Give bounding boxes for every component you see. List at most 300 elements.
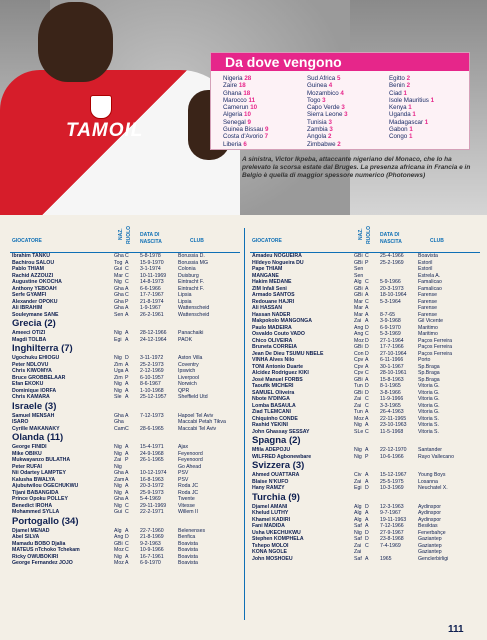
player-nat: Gha xyxy=(114,419,124,425)
player-name: Chico OLIVEIRA xyxy=(252,337,293,344)
player-name: Serfe GYAMFI xyxy=(12,292,47,298)
player-club: Duisburg xyxy=(178,272,199,279)
player-role: A xyxy=(125,311,129,318)
player-club: Farense xyxy=(418,311,438,318)
header-club: CLUB xyxy=(430,238,444,244)
player-nat: Saf xyxy=(354,536,362,542)
player-dob: 5-9-1966 xyxy=(380,279,401,285)
player-dob: 8-1-1965 xyxy=(380,383,401,389)
player-dob: 27-10-1964 xyxy=(380,350,407,357)
origin-country: Ghana xyxy=(223,89,242,97)
player-club: Gaziantep xyxy=(418,536,442,542)
jersey-sponsor: TAMOIL xyxy=(66,120,144,141)
player-name: Peter RUFAI xyxy=(12,463,42,470)
player-nat: Mar xyxy=(354,311,363,318)
player-club: Maccabi Petah Tikva xyxy=(178,419,226,425)
player-nat: Nig xyxy=(114,355,122,361)
origin-item xyxy=(307,111,348,118)
player-role: C xyxy=(125,502,129,509)
player-name: Chris KIWOMYA xyxy=(12,368,52,374)
player-club: Vitesse xyxy=(178,502,195,509)
player-dob: 20-3-1973 xyxy=(380,285,404,292)
player-club: Famalicao xyxy=(418,285,442,292)
player-role: A xyxy=(125,305,129,311)
player-name: Tshepo MOLOI xyxy=(252,542,289,549)
player-dob: 11-9-1966 xyxy=(380,396,404,402)
column-divider xyxy=(244,228,245,620)
player-name: Cyrille MAKANAKY xyxy=(12,425,60,432)
origin-count: 18 xyxy=(238,82,246,90)
player-club: Maritimo xyxy=(418,331,438,337)
player-name: Benedict IROHA xyxy=(12,502,53,509)
player-club: PSV xyxy=(178,476,189,483)
player-role: A xyxy=(365,422,369,428)
player-name: Augustine OKOCHA xyxy=(12,279,62,285)
player-role: C xyxy=(125,279,129,285)
origin-item xyxy=(307,82,348,89)
origin-count: 1 xyxy=(409,126,413,134)
player-nat: Ang xyxy=(354,331,364,337)
player-dob: 15-9-1970 xyxy=(140,259,164,266)
player-name: Ajubutwilou OGECHUKWU xyxy=(12,483,79,489)
player-nat: Mar xyxy=(354,305,363,311)
origin-item xyxy=(223,104,268,111)
player-club: Eintracht F. xyxy=(178,285,204,292)
player-nat: Gha xyxy=(114,298,124,305)
origin-country: Mozambico xyxy=(307,89,339,97)
player-club: Sp.Braga xyxy=(418,363,440,370)
origin-country: Camerun xyxy=(223,104,249,112)
origin-item xyxy=(389,104,434,111)
player-dob: 6-6-1966 xyxy=(140,285,161,292)
player-dob: 19-11-1963 xyxy=(380,516,407,523)
player-nat: Cpv xyxy=(354,363,364,370)
player-dob: 30-1-1967 xyxy=(380,363,404,370)
player-role: C xyxy=(125,253,129,259)
player-name: Rashid YEKINI xyxy=(252,422,288,428)
player-role: A xyxy=(365,523,369,529)
player-name: Ibrahim TANKU xyxy=(12,253,50,259)
player-role: C xyxy=(125,425,129,432)
player-role: P xyxy=(125,374,129,381)
origin-column-1 xyxy=(223,75,268,148)
player-club: Young Boys xyxy=(418,472,446,478)
player-dob: 22-11-1965 xyxy=(380,415,407,422)
player-nat: Moz xyxy=(354,337,364,344)
player-dob: 15-4-1971 xyxy=(140,444,164,450)
player-role: D xyxy=(365,383,369,389)
player-dob: 27-9-1967 xyxy=(380,529,404,536)
player-name: Nbote N'DINGA xyxy=(252,396,290,402)
player-club: Vitoria S. xyxy=(418,422,439,428)
player-nat: Egi xyxy=(114,336,122,343)
player-role: C xyxy=(365,396,369,402)
player-role: A xyxy=(365,415,369,422)
player-role: A xyxy=(125,412,129,419)
player-club: PSV xyxy=(178,470,189,476)
player-name: Hassan NADER xyxy=(252,311,291,318)
player-club: Colonia xyxy=(178,266,196,272)
player-role: A xyxy=(365,555,369,562)
player-role: C xyxy=(125,547,129,553)
player-nat: Gha xyxy=(114,412,124,419)
player-nat: Nig xyxy=(114,444,122,450)
header-dob: DATA DI NASCITA xyxy=(140,232,162,245)
table-header xyxy=(250,225,480,253)
origin-item xyxy=(389,119,434,126)
player-head xyxy=(38,2,113,82)
player-nat: Zai xyxy=(354,478,362,485)
player-nat: Nig xyxy=(114,463,122,470)
player-role: A xyxy=(125,553,129,560)
player-name: WILFRED Agbonewbare xyxy=(252,453,312,460)
player-dob: 14-8-1973 xyxy=(140,279,164,285)
origin-country: Madagascar xyxy=(389,118,424,126)
origin-item xyxy=(389,126,434,133)
player-nat: Sen xyxy=(114,311,124,318)
player-nat: Alg xyxy=(114,527,122,534)
player-dob: 20-3-1972 xyxy=(140,483,164,489)
player-name: Mfila ADEPOJU xyxy=(252,447,291,453)
player-dob: 5-3-1964 xyxy=(380,298,401,305)
player-club: Santander xyxy=(418,447,442,453)
player-name: Bruce GROBBELAAR xyxy=(12,374,66,381)
player-dob: 1-9-1967 xyxy=(140,305,161,311)
player-dob: 16-7-1961 xyxy=(140,553,164,560)
player-club: Belenenses xyxy=(178,527,206,534)
player-club: Benfica xyxy=(178,534,196,540)
player-dob: 3-1-1974 xyxy=(140,266,161,272)
player-nat: GBi xyxy=(354,376,363,383)
country-heading: Spagna (2) xyxy=(252,435,301,446)
player-dob: 3-9-1968 xyxy=(380,318,401,324)
player-role: D xyxy=(365,350,369,357)
player-name: Ali IBRAHIM xyxy=(12,305,43,311)
player-name: John MOSHOEU xyxy=(252,555,293,562)
player-club: Roda JC xyxy=(178,483,199,489)
player-club: Losanna xyxy=(418,478,438,485)
player-role: D xyxy=(365,536,369,542)
player-nat: Gui xyxy=(114,509,123,515)
origin-count: 4 xyxy=(328,82,333,90)
origin-country: Costa d'Avorio xyxy=(223,133,263,141)
player-role: A xyxy=(365,285,369,292)
player-name: Blaise N'KUFO xyxy=(252,478,289,485)
player-role: D xyxy=(365,344,369,350)
table-right-column xyxy=(250,225,480,562)
player-name: Hakim MEDANE xyxy=(252,279,292,285)
origin-count: 3 xyxy=(344,111,348,119)
origin-item xyxy=(307,126,348,133)
player-name: Prince Opoku POLLEY xyxy=(12,496,68,502)
origin-count: 1 xyxy=(403,89,407,97)
player-role: A xyxy=(125,496,129,502)
origin-country: Zambia xyxy=(307,126,328,134)
player-name: Jean De Dieu TSUMU NBELE xyxy=(252,350,324,357)
player-nat: Gha xyxy=(114,253,124,259)
player-club: Aydinspor xyxy=(418,516,441,523)
player-dob: 10-9-1966 xyxy=(140,547,164,553)
player-role: A xyxy=(365,472,369,478)
player-name: Samuel MENSAH xyxy=(12,412,55,419)
player-club: Maccabi Tel Aviv xyxy=(178,425,217,432)
player-dob: 26-2-1961 xyxy=(140,311,164,318)
player-dob: 12-3-1963 xyxy=(380,503,404,510)
player-nat: Moz xyxy=(114,547,124,553)
player-club: Fenerbahçe xyxy=(418,529,446,536)
player-name: Bruneta CORREIA xyxy=(252,344,297,350)
player-nat: Nig xyxy=(354,422,362,428)
player-role: A xyxy=(125,489,129,496)
player-nat: Alg xyxy=(354,279,362,285)
player-club: Eintracht F. xyxy=(178,279,204,285)
player-name: George Fernandez JOJO xyxy=(12,560,73,566)
origin-count: 3 xyxy=(328,118,332,126)
origin-country: Guinea Bissau xyxy=(223,126,264,134)
player-role: D xyxy=(365,485,369,491)
player-dob: 10-3-1969 xyxy=(380,485,404,491)
table-row xyxy=(10,560,240,567)
player-nat: Moz xyxy=(114,560,124,566)
player-dob: 22-7-1960 xyxy=(140,527,164,534)
player-club: Vitoria S. xyxy=(418,428,439,435)
origin-country: Zaire xyxy=(223,82,238,90)
player-nat: Saf xyxy=(354,523,362,529)
origin-column-3 xyxy=(389,75,434,141)
player-nat: Zai xyxy=(354,549,362,555)
header-dob: DATA DI NASCITA xyxy=(380,232,402,245)
player-dob: 5-8-1978 xyxy=(140,253,161,259)
player-name: Lomba BASAULA xyxy=(252,402,296,409)
player-name: Magdi TOLBA xyxy=(12,336,47,343)
player-dob: 3-11-1972 xyxy=(140,355,164,361)
player-dob: 6-11-1966 xyxy=(380,357,404,363)
player-name: KONA NGOLE xyxy=(252,549,287,555)
origin-country: Capo Verde xyxy=(307,104,340,112)
player-name: Stephen KOMPHELA xyxy=(252,536,304,542)
player-dob: 25-2-1969 xyxy=(380,259,404,266)
table-left-column xyxy=(10,225,240,567)
origin-country: Marocco xyxy=(223,96,247,104)
player-club: Paços Ferreira xyxy=(418,337,453,344)
country-heading: Svizzera (3) xyxy=(252,460,305,471)
origin-panel xyxy=(210,52,470,150)
player-dob: 15-12-1967 xyxy=(380,472,407,478)
player-dob: 26-1-1965 xyxy=(140,457,164,463)
player-dob: 24-12-1964 xyxy=(140,336,167,343)
origin-item xyxy=(223,75,268,82)
player-role: A xyxy=(125,381,129,387)
player-club: Borussia D. xyxy=(178,253,205,259)
player-nat: GBi xyxy=(354,285,363,292)
player-dob: 2-12-1969 xyxy=(140,368,164,374)
player-club: Boavista xyxy=(178,547,198,553)
player-name: Bachirou SALOU xyxy=(12,259,55,266)
player-name: Mohammed SYLLA xyxy=(12,509,60,515)
club-badge-icon xyxy=(90,95,112,119)
player-nat: GBi xyxy=(354,253,363,259)
origin-item xyxy=(307,104,348,111)
player-nat: Alg xyxy=(354,503,362,510)
player-name: ZIM Infali Seni xyxy=(252,285,287,292)
origin-item xyxy=(307,90,348,97)
player-role: A xyxy=(125,483,129,489)
origin-count: 18 xyxy=(243,89,251,97)
origin-country: Nigeria xyxy=(223,75,243,82)
player-nat: Zai xyxy=(354,396,362,402)
player-name: Ricky OWUBOKIRI xyxy=(12,553,59,560)
player-nat: Gha xyxy=(114,285,124,292)
player-club: Vitoria G. xyxy=(418,409,440,415)
header-nat: NAZ. xyxy=(118,228,124,240)
player-nat: Mar xyxy=(114,272,123,279)
player-dob: 27-1-1964 xyxy=(380,337,404,344)
player-nat: Nig xyxy=(114,450,122,457)
player-club: PAOK xyxy=(178,336,193,343)
player-nat: Nig xyxy=(354,529,362,536)
player-name: Rachid AZZOUZI xyxy=(12,272,54,279)
player-club: Vitoria G. xyxy=(418,402,440,409)
player-dob: 25-2-1973 xyxy=(140,361,164,368)
player-role: A xyxy=(125,450,129,457)
origin-item xyxy=(223,90,268,97)
player-role: A xyxy=(125,368,129,374)
player-name: Chiquinho CONDE xyxy=(252,415,298,422)
player-nat: Con xyxy=(354,350,364,357)
player-nat: GBi xyxy=(354,344,363,350)
player-club: Lipsia xyxy=(178,298,192,305)
origin-country: Guinea xyxy=(307,82,327,90)
origin-count: 3 xyxy=(322,96,326,104)
player-dob: 7-12-1966 xyxy=(380,523,404,529)
origin-item xyxy=(389,90,434,97)
players-tables xyxy=(10,225,480,620)
player-nat: Nig xyxy=(114,381,122,387)
origin-country: Algeria xyxy=(223,111,243,119)
player-role: D xyxy=(365,503,369,510)
player-name: Pablo THIAM xyxy=(12,266,44,272)
player-name: VINHA Alves Nilo xyxy=(252,357,295,363)
player-name: Kalusha BWALYA xyxy=(12,476,56,483)
origin-item xyxy=(223,126,268,133)
player-nat: Mar xyxy=(354,298,363,305)
player-role: A xyxy=(365,510,369,516)
player-club: Aston Villa xyxy=(178,355,203,361)
player-role: A xyxy=(125,336,129,343)
player-club: Willem II xyxy=(178,509,198,515)
player-role: C xyxy=(365,331,369,337)
player-nat: SLe xyxy=(354,428,364,435)
origin-count: 9 xyxy=(264,126,269,134)
player-dob: 3-3-1965 xyxy=(380,402,401,409)
player-nat: Egi xyxy=(354,485,362,491)
player-role: A xyxy=(365,447,369,453)
origin-item xyxy=(389,82,434,89)
player-name: Nii Odartey LAMPTEY xyxy=(12,470,66,476)
player-club: Sheffield Utd xyxy=(178,394,208,400)
player-nat: Cpv xyxy=(354,357,364,363)
player-name: George FINIDI xyxy=(12,444,47,450)
player-dob: 10-11-1969 xyxy=(140,272,167,279)
origin-count: 2 xyxy=(328,133,332,141)
player-role: A xyxy=(365,363,369,370)
player-club: Gaziantep xyxy=(418,542,442,549)
player-role: A xyxy=(125,527,129,534)
player-role: C xyxy=(365,402,369,409)
player-club: Vitoria S. xyxy=(418,415,439,422)
player-nat: Zim xyxy=(114,361,123,368)
player-name: Tijani BABANGIDA xyxy=(12,489,59,496)
player-dob: 1-10-1968 xyxy=(140,387,164,394)
player-name: Ugochuku EHIOGU xyxy=(12,355,60,361)
player-role: A xyxy=(365,305,369,311)
player-nat: GBi xyxy=(354,292,363,298)
player-club: Sp.Braga xyxy=(418,370,440,376)
player-club: Roda JC xyxy=(178,489,199,496)
origin-country: Senegal xyxy=(223,118,246,126)
player-role: P xyxy=(125,457,129,463)
origin-country: Egitto xyxy=(389,75,405,82)
player-nat: Nig xyxy=(114,330,122,336)
player-club: QPR xyxy=(178,387,190,394)
player-club: Gaziantep xyxy=(418,549,442,555)
origin-item xyxy=(389,75,434,82)
player-nat: Alg xyxy=(354,516,362,523)
player-name: Makpokolo MANGONGA xyxy=(252,318,312,324)
country-heading: Inghilterra (7) xyxy=(12,343,73,354)
player-role: D xyxy=(365,529,369,536)
player-name: Anthony YEBOAH xyxy=(12,285,57,292)
origin-count: 28 xyxy=(244,75,252,82)
player-dob: 21-8-1969 xyxy=(140,534,164,540)
player-nat: GBi xyxy=(354,259,363,266)
origin-country: Tunisia xyxy=(307,118,327,126)
player-dob: 6-10-1957 xyxy=(140,374,164,381)
player-name: Ali HASSAN xyxy=(252,305,282,311)
origin-count: 10 xyxy=(244,111,251,119)
player-nat: Zai xyxy=(354,318,362,324)
player-name: Ziad TLEMCANI xyxy=(252,409,291,415)
player-role: A xyxy=(125,259,129,266)
player-nat: Zai xyxy=(114,457,122,463)
player-name: Hany RAMZY xyxy=(252,485,285,491)
player-dob: 18-10-1964 xyxy=(380,292,407,298)
origin-country: Ciad xyxy=(389,89,402,97)
player-nat: Zim xyxy=(114,374,123,381)
player-role: C xyxy=(365,370,369,376)
player-name: Djamel AMANI xyxy=(252,503,288,510)
origin-count: 1 xyxy=(424,118,429,126)
player-role: A xyxy=(125,444,129,450)
table-row xyxy=(250,556,480,563)
player-dob: 25-5-1975 xyxy=(380,478,404,485)
player-nat: Saf xyxy=(354,555,362,562)
origin-country: Sierra Leone xyxy=(307,111,343,119)
player-dob: 10-6-1966 xyxy=(380,453,404,460)
player-name: Alexander OPOKU xyxy=(12,298,58,305)
header-role: RUOLO xyxy=(366,225,372,244)
player-dob: 28-12-1966 xyxy=(140,330,167,336)
country-heading: Israele (3) xyxy=(12,400,57,412)
player-name: Khelud LUTHY xyxy=(252,510,289,516)
player-dob: 3-8-1966 xyxy=(380,389,401,396)
player-dob: 23-10-1963 xyxy=(380,422,407,428)
player-nat: Nig xyxy=(114,483,122,489)
player-club: Maritimo xyxy=(418,324,438,331)
player-dob: 15-8-1963 xyxy=(380,376,404,383)
origin-count: 3 xyxy=(329,126,333,134)
origin-count: 5 xyxy=(336,75,341,82)
